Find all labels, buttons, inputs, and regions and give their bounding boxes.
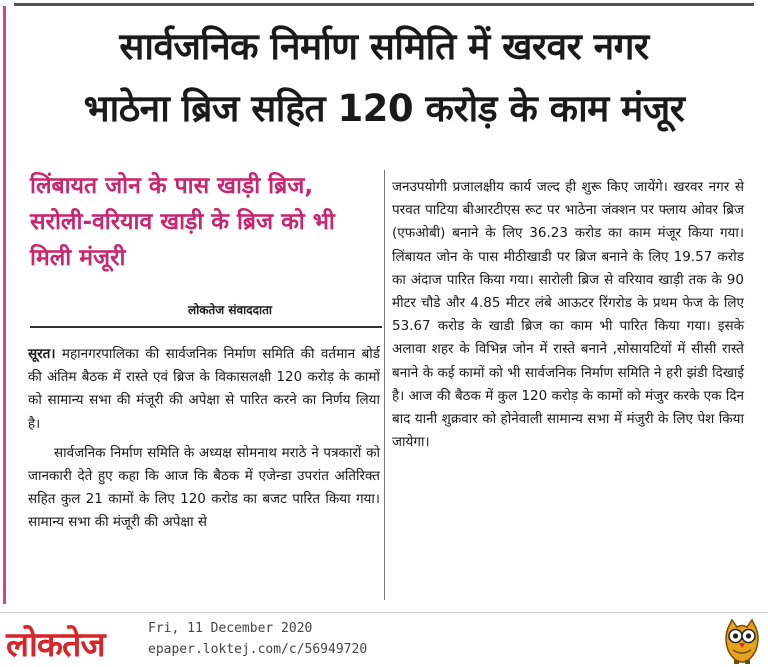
footer-meta bbox=[148, 618, 367, 660]
headline-line-2: भाठेना ब्रिज सहित 120 करोड़ के काम मंजूर bbox=[83, 87, 685, 130]
footer bbox=[0, 608, 768, 667]
headline-line-1: सार्वजनिक निर्माण समिति में खरवर नगर bbox=[119, 25, 649, 68]
byline-divider bbox=[30, 326, 382, 328]
dateline: सूरत। bbox=[28, 346, 56, 362]
article-paragraph-1-text: महानगरपालिका की सार्वजनिक निर्माण समिति की वर्तमान बोर्ड की अंतिम बैठक में रास्ते एवं ब्रिज के विकासलक्षी 120 करोड़ के कामों को सामान्य सभा की मंजूरी की अपेक्षा से पारित करने का निर्णय लिया है। bbox=[28, 346, 380, 432]
article-paragraph-3: जनउपयोगी प्रजालक्षीय कार्य जल्द ही शुरू किए जायेंगे। खरवर नगर से परवत पाटिया बीआरटीएस रूट पर भाठेना जंक्शन पर फ्लाय ओवर ब्रिज (एफओबी) बनाने के लिए 36.23 करोड का काम मंजूर किया गया। लिंबायत जोन के पास मीठीखाडी पर ब्रिज बनाने के लिए 19.57 करोड का अंदाज पारित किया गया। सारोली ब्रिज से वरियाव खाड़ी तक के 90 मीटर चौडे और 4.85 मीटर लंबे आऊटर रिंगरोड के प्रथम फेज के लिए 53.67 करोड के खाडी ब्रिज का काम भी पारित किया गया। इसके अलावा शहर के विभिन्न जोन में रास्ते बनाने ,सोसायटियों में सीसी रास्ते बनाने के कई कामों को भी सार्वजनिक निर्माण समिति ने हरी झंडी दिखाई है। आज की बैठक में कुल 120 करोड़ के कामों को मंजुर करके एक दिन बाद यानी शुक्रवार को होनेवाली सामान्य सभा में मंजुरी के लिए पेश किया जायेगा। bbox=[392, 179, 744, 451]
brand-logo: लोकतेज bbox=[6, 625, 105, 665]
article-paragraph-1 bbox=[28, 343, 380, 436]
headline bbox=[10, 16, 758, 140]
byline: लोकतेज संवाददाता bbox=[187, 303, 273, 317]
top-divider bbox=[14, 3, 754, 6]
article-column-right bbox=[392, 176, 744, 460]
footer-divider bbox=[0, 612, 768, 613]
owl-icon bbox=[722, 618, 762, 666]
article-column-left bbox=[28, 343, 380, 541]
article-paragraph-2: सार्वजनिक निर्माण समिति के अध्यक्ष सोमनाथ मराठे ने पत्रकारों को जानकारी देते हुए कहा कि आज कि बैठक में एजेन्डा उपरांत अतिरिक्त सहित कुल 21 कामों के लिए 120 करोड का बजट पारित किया गया। सामान्य सभा की मंजूरी की अपेक्षा से bbox=[28, 444, 380, 531]
sub-headline: लिंबायत जोन के पास खाड़ी ब्रिज, सरोली-वरियाव खाड़ी के ब्रिज को भी मिली मंजूरी bbox=[30, 173, 335, 271]
publication-date: Fri, 11 December 2020 bbox=[148, 621, 313, 636]
left-accent-rule bbox=[3, 6, 6, 604]
epaper-url[interactable]: epaper.loktej.com/c/56949720 bbox=[148, 642, 368, 657]
column-divider bbox=[384, 170, 385, 600]
